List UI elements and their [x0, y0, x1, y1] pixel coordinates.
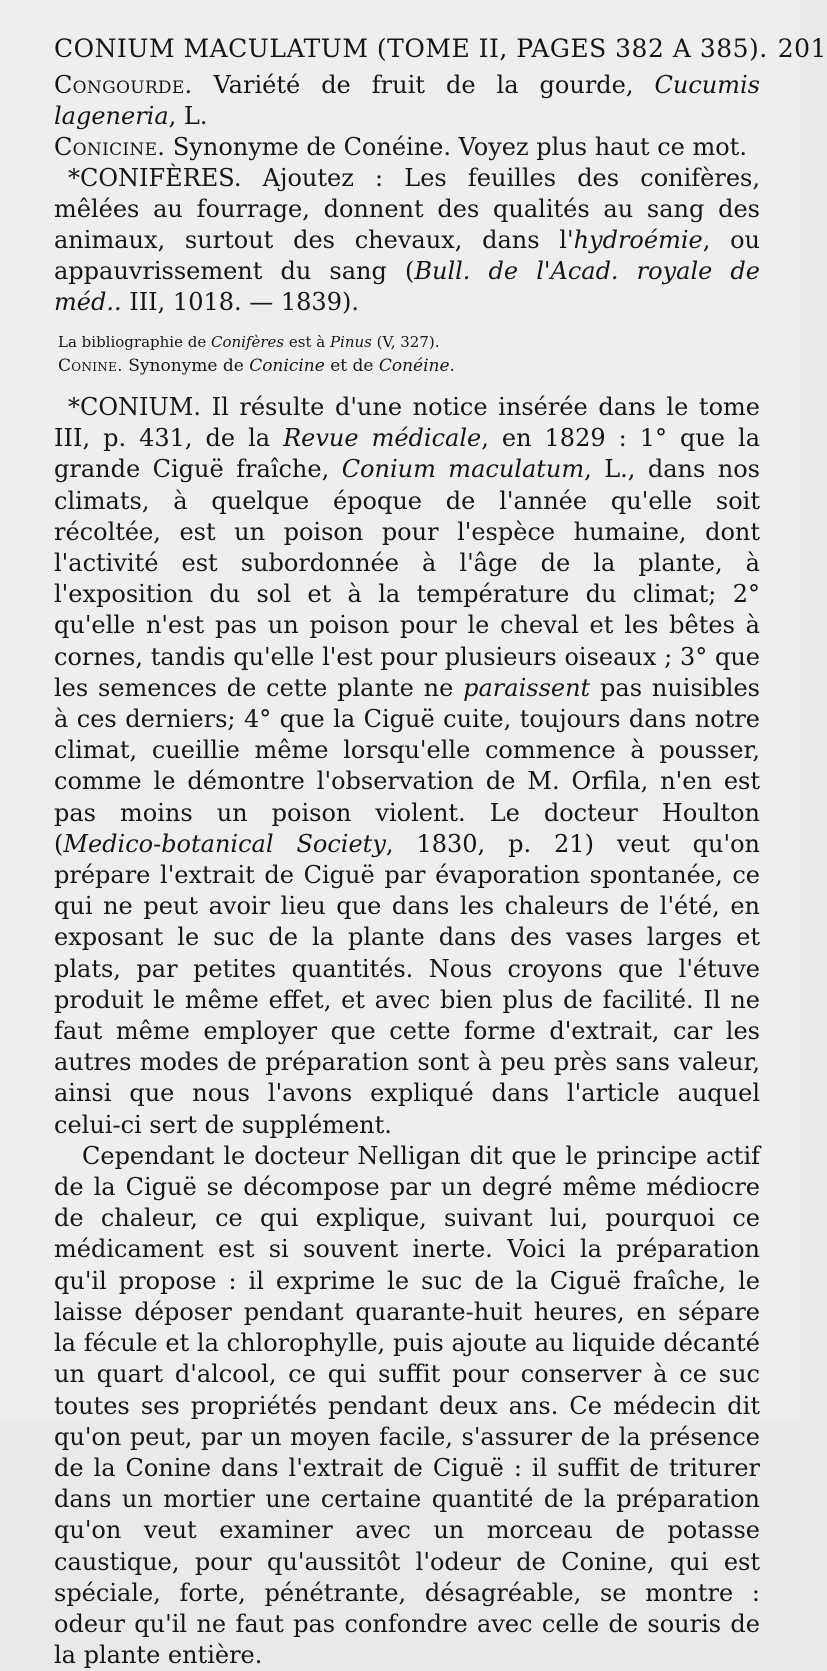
note-text: (V, 327).: [371, 333, 440, 351]
paragraph-italic: Conium maculatum: [341, 455, 585, 484]
paragraph-text: , en 1829 : 1° que la grande Ciguë fraîche,: [54, 424, 761, 484]
entry-text: Synonyme de: [122, 356, 250, 376]
paragraph-italic: Medico-botanical Society: [63, 829, 386, 858]
entry-term: *CONIFÈRES.: [68, 164, 242, 192]
running-header: [54, 34, 827, 64]
entry-term: Conine.: [58, 356, 123, 376]
entry-term: Conicine.: [54, 133, 166, 161]
entry-conine: [58, 354, 760, 378]
entry-latin-name: Cucumis lageneria: [54, 71, 760, 130]
paragraph-text: , 1830, p. 21) veut qu'on prépare l'extrait de Ciguë par évaporation spontanée, ce qui ne peut avoir lieu que dans les chaleurs de l'été, en exposant le suc de la plante dans des vases larges et plats, par petites quantités. Nous croyons que l'étuve produit le même effet, et avec bien plus de facilité. Il ne faut même employer que cette forme d'extrait, car les autres modes de préparation sont à peu près sans valeur, ainsi que nous l'avons expliqué dans l'article auquel celui-ci sert de supplément.: [54, 829, 760, 1139]
entry-text: .: [449, 356, 455, 376]
paragraph-text: , L., dans nos climats, à quelque époque de l'année qu'elle soit récoltée, est un poison pour l'espèce humaine, dont l'activité est subordonnée à l'âge de la plante, à l'exposition du sol et à la température du climat; 2° qu'elle n'est pas un poison pour le cheval et les bêtes à cornes, tandis qu'elle l'est pour plusieurs oiseaux ; 3° que les semences de cette plante ne: [54, 455, 760, 702]
entry-text: , ou appauvrissement du sang (: [54, 226, 760, 285]
entry-text: Variété de fruit de la gourde,: [192, 71, 655, 99]
note-italic: Pinus: [329, 333, 372, 351]
paragraph-italic: paraissent: [463, 673, 591, 702]
paragraph-text: Il résulte d'une notice insérée dans le tome III, p. 431, de la: [54, 393, 760, 453]
entry-italic: Conéine: [378, 356, 450, 376]
conium-paragraph-2: Cependant le docteur Nelligan dit que le principe actif de la Ciguë se décompose par un degré même médiocre de chaleur, ce qui explique, suivant lui, pourquoi ce médicament est si souvent inerte. Voici la préparation qu'il propose : il exprime le suc de la Ciguë fraîche, le laisse déposer pendant quarante-huit heures, en sépare la fécule et la chlorophylle, puis ajoute au liquide décanté un quart d'alcool, ce qui suffit pour conserver à ce suc toutes ses propriétés pendant deux ans. Ce médecin dit qu'on peut, par un moyen facile, s'assurer de la présence de la Conine dans l'extrait de Ciguë : il suffit de triturer dans un mortier une certaine quantité de la préparation qu'on veut examiner avec un morceau de potasse caustique, pour qu'aussitôt l'odeur de Conine, qui est spéciale, forte, pénétrante, désagréable, se montre : odeur qu'il ne faut pas confondre avec celle de souris de la plante entière.: [54, 1141, 760, 1670]
running-title: CONIUM MACULATUM (TOME II, PAGES 382 A 385).: [54, 34, 768, 63]
conium-paragraph-1: [54, 392, 760, 1141]
entry-italic: Conicine: [249, 356, 325, 376]
note-text: La bibliographie de: [58, 333, 211, 351]
entry-text: et de: [324, 356, 379, 376]
entry-italic: hydroémie: [573, 226, 703, 254]
note-text: est à: [284, 333, 330, 351]
paragraph-italic: Revue médicale: [283, 424, 482, 453]
page-number: 201: [777, 34, 827, 63]
entry-congourde: [54, 70, 760, 132]
entry-term: Congourde.: [54, 71, 193, 99]
bibliography-note: [58, 330, 760, 354]
entry-conicine: [54, 132, 760, 163]
entry-citation: Bull. de l'Acad. royale de méd..: [54, 257, 760, 316]
note-italic: Conifères: [210, 333, 285, 351]
entry-text: , L.: [168, 102, 208, 130]
entry-coniferes: [54, 163, 760, 318]
entry-text: Ajoutez : Les feuilles des conifères, mêlées au fourrage, donnent des qualités au sang des animaux, surtout des chevaux, dans l': [54, 164, 760, 254]
entry-text: III, 1018. — 1839).: [121, 288, 359, 316]
entry-text: Synonyme de Conéine. Voyez plus haut ce mot.: [165, 133, 747, 161]
paragraph-text: pas nuisibles à ces derniers; 4° que la Ciguë cuite, toujours dans notre climat, cueillie même lorsqu'elle commence à pousser, comme le démontre l'observation de M. Orfila, n'en est pas moins un poison violent. Le docteur Houlton (: [54, 673, 760, 858]
entry-term: *CONIUM.: [68, 393, 201, 421]
